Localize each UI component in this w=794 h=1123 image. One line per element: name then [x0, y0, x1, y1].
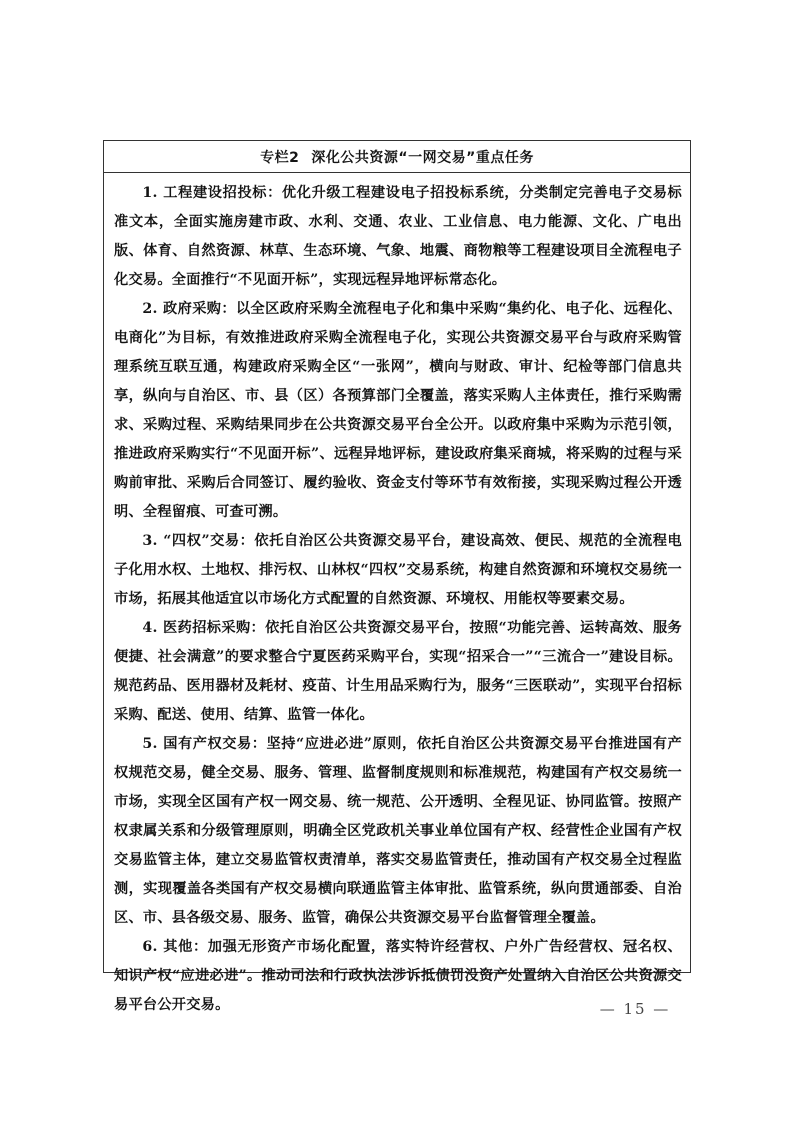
box-body [104, 173, 690, 1020]
task-four-rights-trading: 3. “四权”交易：依托自治区公共资源交易平台，建设高效、便民、规范的全流程电子化用水权、土地权、排污权、山林权“四权”交易系统，构建自然资源和环境权交易统一市场，拓展其他适宜以市场化方式配置的自然资源、环境权、用能权等要素交易。 [114, 533, 682, 607]
page-number: — 15 — [599, 1000, 671, 1018]
task-other: 6. 其他：加强无形资产市场化配置，落实特许经营权、户外广告经营权、冠名权、知识产权“应进必进”。推动司法和行政执法涉诉抵债罚没资产处置纳入自治区公共资源交易平台公开交易。 [114, 939, 682, 1013]
task-government-procurement: 2. 政府采购：以全区政府采购全流程电子化和集中采购“集约化、电子化、远程化、电商化”为目标，有效推进政府采购全流程电子化，实现公共资源交易平台与政府采购管理系统互联互通，构建政府采购全区“一张网”，横向与财政、审计、纪检等部门信息共享，纵向与自治区、市、县（区）各预算部门全覆盖，落实采购人主体责任，推行采购需求、采购过程、采购结果同步在公共资源交易平台全公开。以政府集中采购为示范引领，推进政府采购实行“不见面开标”、远程异地评标，建设政府集采商城，将采购的过程与采购前审批、采购后合同签订、履约验收、资金支付等环节有效衔接，实现采购过程公开透明、全程留痕、可查可溯。 [114, 301, 682, 520]
task-engineering-bidding: 1. 工程建设招投标：优化升级工程建设电子招投标系统，分类制定完善电子交易标准文本，全面实施房建市政、水利、交通、农业、工业信息、电力能源、文化、广电出版、体育、自然资源、林草、生态环境、气象、地震、商物粮等工程建设项目全流程电子化交易。全面推行“不见面开标”，实现远程异地评标常态化。 [114, 185, 682, 288]
box-header [104, 141, 690, 173]
task-medicine-procurement: 4. 医药招标采购：依托自治区公共资源交易平台，按照“功能完善、运转高效、服务便捷、社会满意”的要求整合宁夏医药采购平台，实现“招采合一”“三流合一”建设目标。规范药品、医用器材及耗材、疫苗、计生用品采购行为，服务“三医联动”，实现平台招标采购、配送、使用、结算、监管一体化。 [114, 620, 682, 723]
box-title: 深化公共资源“一网交易”重点任务 [311, 149, 534, 166]
task-state-property-trading: 5. 国有产权交易：坚持“应进必进”原则，依托自治区公共资源交易平台推进国有产权规范交易，健全交易、服务、管理、监督制度规则和标准规范，构建国有产权交易统一市场，实现全区国有产权一网交易、统一规范、公开透明、全程见证、协同监管。按照产权隶属关系和分级管理原则，明确全区党政机关事业单位国有产权、经营性企业国有产权交易监管主体，建立交易监管权责清单，落实交易监管责任，推动国有产权交易全过程监测，实现覆盖各类国有产权交易横向联通监管主体审批、监管系统，纵向贯通部委、自治区、市、县各级交易、服务、监管，确保公共资源交易平台监督管理全覆盖。 [114, 736, 682, 926]
box-label: 专栏2 [260, 149, 300, 166]
